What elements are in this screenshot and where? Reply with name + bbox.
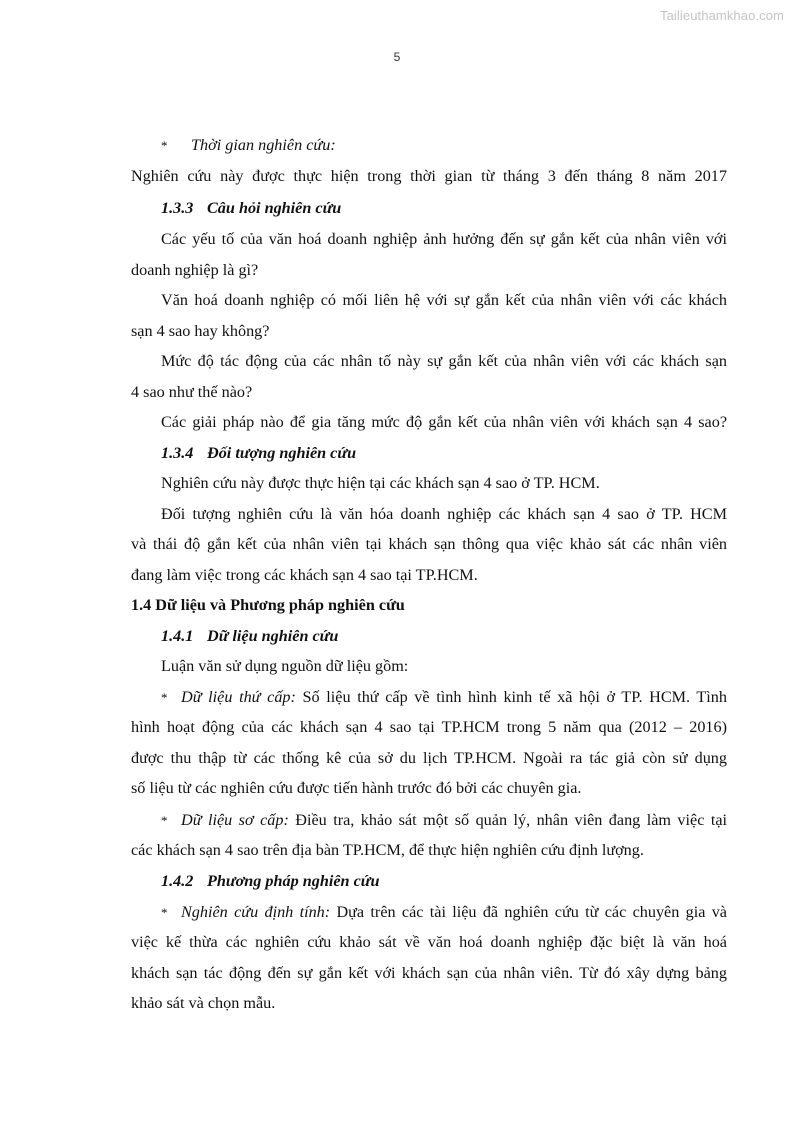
- paragraph: Nghiên cứu này được thực hiện trong thời gian từ tháng 3 đến tháng 8 năm 2017: [131, 167, 727, 185]
- paragraph: Luận văn sử dụng nguồn dữ liệu gồm:: [161, 657, 409, 675]
- paragraph: Văn hoá doanh nghiệp có mối liên hệ với sự gắn kết của nhân viên với các khách: [161, 291, 727, 309]
- paragraph: Nghiên cứu này được thực hiện tại các khách sạn 4 sao ở TP. HCM.: [161, 474, 600, 492]
- paragraph: sạn 4 sao hay không?: [131, 322, 270, 340]
- page-number: 5: [393, 50, 401, 64]
- primary-data-item: [161, 810, 727, 831]
- heading-title: Phương pháp nghiên cứu: [207, 872, 380, 890]
- heading-1-4: 1.4 Dữ liệu và Phương pháp nghiên cứu: [131, 596, 405, 614]
- paragraph: khảo sát và chọn mẫu.: [131, 994, 276, 1012]
- bullet-star-icon: *: [161, 813, 168, 828]
- heading-number: 1.4.2: [161, 872, 194, 890]
- secondary-data-text: Số liệu thứ cấp về tình hình kinh tế xã hội ở TP. HCM. Tình: [302, 688, 727, 706]
- bullet-star-icon: *: [161, 690, 168, 705]
- secondary-data-item: [161, 687, 727, 708]
- watermark: Tailieuthamkhao.com: [659, 8, 784, 23]
- heading-title: Đối tượng nghiên cứu: [207, 444, 357, 462]
- bullet-star-icon: *: [161, 138, 168, 153]
- heading-title: Dữ liệu nghiên cứu: [207, 627, 339, 645]
- heading-number: 1.3.3: [161, 199, 194, 217]
- paragraph: Mức độ tác động của các nhân tố này sự gắn kết của nhân viên với các khách sạn: [161, 352, 727, 370]
- heading-title: Câu hỏi nghiên cứu: [207, 199, 342, 217]
- heading-number: 1.3.4: [161, 444, 194, 462]
- paragraph: các khách sạn 4 sao trên địa bàn TP.HCM, để thực hiện nghiên cứu định lượng.: [131, 841, 644, 859]
- heading-number: 1.4.1: [161, 627, 194, 645]
- heading-1-3-4: [161, 443, 356, 463]
- research-time-label: Thời gian nghiên cứu:: [191, 136, 336, 154]
- paragraph: Các yếu tố của văn hoá doanh nghiệp ảnh hưởng đến sự gắn kết của nhân viên với: [161, 230, 727, 248]
- paragraph: doanh nghiệp là gì?: [131, 261, 259, 279]
- primary-data-label: Dữ liệu sơ cấp:: [181, 811, 289, 829]
- qualitative-research-text: Dựa trên các tài liệu đã nghiên cứu từ các chuyên gia và: [336, 903, 727, 921]
- qualitative-research-label: Nghiên cứu định tính:: [181, 903, 331, 921]
- paragraph: đang làm việc trong các khách sạn 4 sao tại TP.HCM.: [131, 566, 478, 584]
- paragraph: hình hoạt động của các khách sạn 4 sao tại TP.HCM trong 5 năm qua (2012 – 2016): [131, 718, 727, 736]
- paragraph: Đối tượng nghiên cứu là văn hóa doanh nghiệp các khách sạn 4 sao ở TP. HCM: [161, 505, 727, 523]
- paragraph: khách sạn tác động đến sự gắn kết với khách sạn của nhân viên. Từ đó xây dựng bảng: [131, 964, 727, 982]
- bullet-star-icon: *: [161, 905, 168, 920]
- paragraph: được thu thập từ các thống kê của sở du lịch TP.HCM. Ngoài ra tác giả còn sử dụng: [131, 749, 727, 767]
- heading-1-4-2: [161, 871, 379, 891]
- primary-data-text: Điều tra, khảo sát một số quản lý, nhân viên đang làm việc tại: [295, 811, 728, 829]
- secondary-data-label: Dữ liệu thứ cấp:: [181, 688, 296, 706]
- heading-1-3-3: [161, 198, 341, 218]
- paragraph: 4 sao như thế nào?: [131, 383, 253, 401]
- paragraph: số liệu từ các nghiên cứu được tiến hành trước đó bởi các chuyên gia.: [131, 779, 582, 797]
- paragraph: việc kế thừa các nghiên cứu khảo sát về văn hoá doanh nghiệp đặc biệt là văn hoá: [131, 933, 727, 951]
- paragraph: Các giải pháp nào để gia tăng mức độ gắn kết của nhân viên với khách sạn 4 sao?: [161, 413, 727, 431]
- heading-1-4-1: [161, 626, 338, 646]
- research-time-item: [161, 135, 336, 156]
- paragraph: và thái độ gắn kết của nhân viên tại khách sạn thông qua việc khảo sát các nhân viên: [131, 535, 727, 553]
- qualitative-research-item: [161, 902, 727, 923]
